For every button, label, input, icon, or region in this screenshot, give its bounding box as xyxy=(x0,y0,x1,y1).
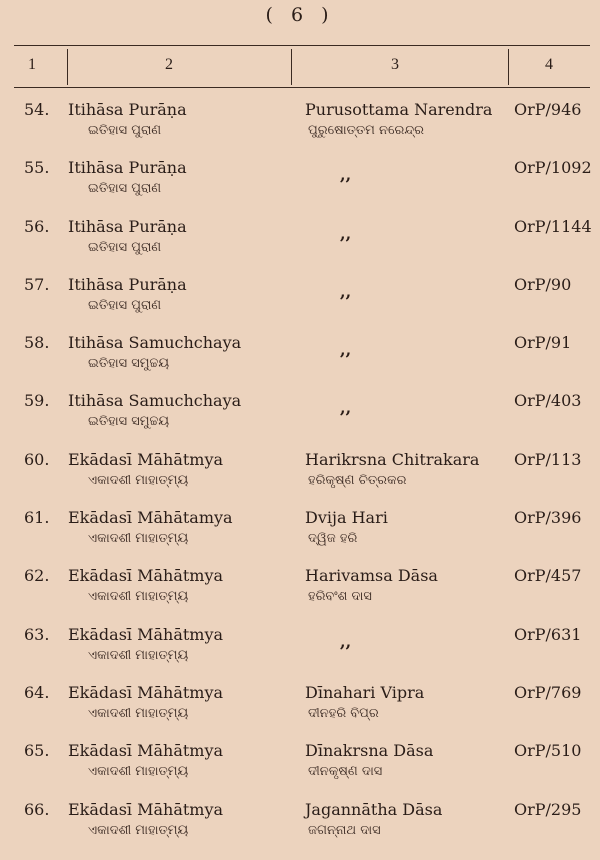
header-top-rule xyxy=(14,45,590,46)
author-name: Dīnahari Vipra xyxy=(305,682,425,702)
work-title: Ekādasī Māhātmya xyxy=(68,682,224,702)
catalogue-row xyxy=(0,737,600,795)
author-name: Purusottama Narendra xyxy=(305,100,493,119)
catalogue-row xyxy=(0,213,600,271)
manuscript-reference: OrP/457 xyxy=(514,566,582,586)
author-name-odia: ହରିବଂଶ ଦାସ xyxy=(308,589,372,605)
work-title-odia: ଏକାଦଶୀ ମାହାତ୍ମ୍ୟ xyxy=(88,589,189,605)
entry-number: 65. xyxy=(24,741,50,761)
entry-number: 54. xyxy=(24,100,50,119)
author-name-odia: ପୁରୁଷୋତ୍ତମ ନରେନ୍ଦ୍ର xyxy=(308,123,425,138)
catalogue-row xyxy=(0,621,600,679)
author-name: Dvija Hari xyxy=(305,508,388,528)
author-ditto-mark: ,, xyxy=(340,165,352,185)
column-header-2: 2 xyxy=(165,56,173,73)
author-name-odia: ଦୀନକୃଷ୍ଣ ଦାସ xyxy=(308,764,383,780)
column-header-3: 3 xyxy=(391,56,399,73)
manuscript-reference: OrP/396 xyxy=(514,508,582,528)
work-title: Itihāsa Purāṇa xyxy=(68,158,187,178)
author-name-odia: ଦୀନହରି ବିପ୍ର xyxy=(308,705,379,721)
manuscript-reference: OrP/90 xyxy=(514,274,572,294)
author-name-odia: ହରିକୃଷ୍ଣ ଚିତ୍ରକର xyxy=(308,472,407,488)
work-title-odia: ଇତିହାସ ସମୁଚ୍ଚୟ xyxy=(88,356,170,372)
entry-number: 60. xyxy=(24,449,50,469)
manuscript-reference: OrP/113 xyxy=(514,449,582,469)
work-title: Itihāsa Purāṇa xyxy=(68,274,187,294)
catalogue-row xyxy=(0,679,600,737)
catalogue-row xyxy=(0,154,600,212)
manuscript-reference: OrP/769 xyxy=(514,682,582,702)
column-header-1: 1 xyxy=(28,56,36,73)
work-title-odia: ଇତିହାସ ସମୁଚ୍ଚୟ xyxy=(88,414,170,430)
work-title-odia: ଏକାଦଶୀ ମାହାତ୍ମ୍ୟ xyxy=(88,822,189,838)
work-title-odia: ଏକାଦଶୀ ମାହାତ୍ମ୍ୟ xyxy=(88,705,189,721)
author-name: Dīnakrsna Dāsa xyxy=(305,741,434,761)
work-title: Ekādasī Māhātmya xyxy=(68,799,224,819)
manuscript-reference: OrP/295 xyxy=(514,799,582,819)
catalogue-row xyxy=(0,329,600,387)
author-name-odia: ଦ୍ୱିଜ ହରି xyxy=(308,531,358,547)
catalogue-row xyxy=(0,387,600,445)
work-title: Itihāsa Samuchchaya xyxy=(68,333,242,353)
work-title: Itihāsa Samuchchaya xyxy=(68,391,242,411)
work-title-odia: ଇତିହାସ ପୁରାଣ xyxy=(88,181,162,197)
entry-number: 58. xyxy=(24,333,50,353)
entry-number: 66. xyxy=(24,799,50,819)
work-title: Ekādasī Māhātamya xyxy=(68,508,233,528)
entry-number: 62. xyxy=(24,566,50,586)
catalogue-row xyxy=(0,271,600,329)
author-name-odia: ଜଗନ୍ନାଥ ଦାସ xyxy=(308,822,381,838)
author-ditto-mark: ,, xyxy=(340,281,352,301)
manuscript-reference: OrP/1144 xyxy=(514,216,592,236)
work-title-odia: ଇତିହାସ ପୁରାଣ xyxy=(88,297,162,313)
work-title-odia: ଇତିହାସ ପୁରାଣ xyxy=(88,123,162,138)
work-title: Itihāsa Purāṇa xyxy=(68,100,187,119)
column-divider xyxy=(508,49,509,85)
entry-number: 57. xyxy=(24,274,50,294)
catalogue-row xyxy=(0,504,600,562)
work-title-odia: ଇତିହାସ ପୁରାଣ xyxy=(88,239,162,255)
entry-number: 55. xyxy=(24,158,50,178)
manuscript-reference: OrP/1092 xyxy=(514,158,592,178)
column-header-4: 4 xyxy=(545,56,553,73)
author-ditto-mark: ,, xyxy=(340,340,352,360)
entry-number: 64. xyxy=(24,682,50,702)
work-title-odia: ଏକାଦଶୀ ମାହାତ୍ମ୍ୟ xyxy=(88,531,189,547)
header-bottom-rule xyxy=(14,87,590,88)
manuscript-reference: OrP/403 xyxy=(514,391,582,411)
manuscript-reference: OrP/91 xyxy=(514,333,572,353)
catalogue-row xyxy=(0,562,600,620)
entry-number: 59. xyxy=(24,391,50,411)
manuscript-reference: OrP/946 xyxy=(514,100,582,119)
author-ditto-mark: ,, xyxy=(340,631,352,651)
page-number: ( 6 ) xyxy=(265,4,335,26)
author-name: Harivamsa Dāsa xyxy=(305,566,438,586)
entry-number: 63. xyxy=(24,624,50,644)
catalogue-row xyxy=(0,446,600,504)
catalogue-row xyxy=(0,796,600,854)
author-name: Jagannātha Dāsa xyxy=(305,799,443,819)
author-name: Harikrsna Chitrakara xyxy=(305,449,480,469)
column-divider xyxy=(291,49,292,85)
author-ditto-mark: ,, xyxy=(340,398,352,418)
work-title: Ekādasī Māhātmya xyxy=(68,741,224,761)
manuscript-reference: OrP/510 xyxy=(514,741,582,761)
catalogue-list xyxy=(0,96,600,854)
work-title-odia: ଏକାଦଶୀ ମାହାତ୍ମ୍ୟ xyxy=(88,647,189,663)
column-divider xyxy=(67,49,68,85)
author-ditto-mark: ,, xyxy=(340,223,352,243)
entry-number: 61. xyxy=(24,508,50,528)
work-title: Ekādasī Māhātmya xyxy=(68,566,224,586)
entry-number: 56. xyxy=(24,216,50,236)
work-title: Ekādasī Māhātmya xyxy=(68,624,224,644)
work-title-odia: ଏକାଦଶୀ ମାହାତ୍ମ୍ୟ xyxy=(88,472,189,488)
manuscript-reference: OrP/631 xyxy=(514,624,582,644)
work-title: Ekādasī Māhātmya xyxy=(68,449,224,469)
catalogue-row xyxy=(0,96,600,154)
work-title: Itihāsa Purāṇa xyxy=(68,216,187,236)
work-title-odia: ଏକାଦଶୀ ମାହାତ୍ମ୍ୟ xyxy=(88,764,189,780)
